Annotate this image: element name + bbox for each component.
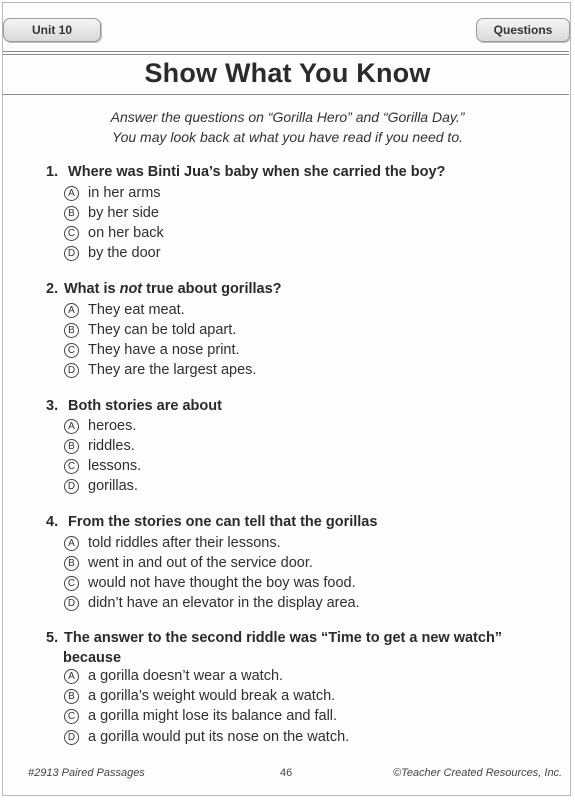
- answer-bubble-icon[interactable]: B: [64, 556, 79, 571]
- answer-bubble-icon[interactable]: C: [64, 709, 79, 724]
- instructions-line-1: Answer the questions on “Gorilla Hero” and “Gorilla Day.”: [110, 109, 465, 125]
- footer-page-number: 46: [280, 767, 293, 779]
- q3-option-d[interactable]: [64, 476, 138, 496]
- q3-option-c[interactable]: [64, 456, 141, 476]
- page-title: Show What You Know: [144, 58, 431, 88]
- question-text: From the stories one can tell that the gorillas: [68, 514, 378, 530]
- answer-bubble-icon[interactable]: A: [64, 536, 79, 551]
- title-rule: [3, 94, 569, 95]
- option-text: by her side: [88, 205, 159, 221]
- q1-option-a[interactable]: [64, 183, 161, 203]
- answer-bubble-icon[interactable]: A: [64, 419, 79, 434]
- question-text: What is: [64, 281, 120, 297]
- answer-bubble-icon[interactable]: C: [64, 576, 79, 591]
- answer-bubble-icon[interactable]: C: [64, 343, 79, 358]
- q3-option-b[interactable]: [64, 436, 135, 456]
- option-text: They eat meat.: [88, 302, 185, 318]
- answer-bubble-icon[interactable]: D: [64, 246, 79, 261]
- q4-option-b[interactable]: [64, 553, 313, 573]
- question-emphasis: not: [119, 281, 143, 297]
- footer-copyright: ©Teacher Created Resources, Inc.: [393, 767, 563, 779]
- q2-option-c[interactable]: [64, 340, 240, 360]
- option-text: gorillas.: [88, 478, 138, 494]
- option-text: They are the largest apes.: [88, 362, 257, 378]
- question-text: Both stories are about: [68, 398, 222, 414]
- option-text: didn’t have an elevator in the display area.: [88, 595, 360, 611]
- option-text: riddles.: [88, 438, 135, 454]
- q3-option-a[interactable]: [64, 416, 136, 436]
- q5-option-d[interactable]: [64, 727, 349, 747]
- option-text: in her arms: [88, 185, 161, 201]
- q5-option-a[interactable]: [64, 666, 283, 686]
- question-3: [46, 396, 546, 416]
- option-text: lessons.: [88, 458, 142, 474]
- answer-bubble-icon[interactable]: D: [64, 363, 79, 378]
- option-text: a gorilla would put its nose on the watch.: [88, 729, 350, 745]
- q5-option-b[interactable]: [64, 686, 335, 706]
- q5-option-c[interactable]: [64, 706, 337, 726]
- question-number: 2.: [46, 281, 59, 297]
- option-text: told riddles after their lessons.: [88, 535, 281, 551]
- answer-bubble-icon[interactable]: B: [64, 439, 79, 454]
- answer-bubble-icon[interactable]: D: [64, 596, 79, 611]
- question-text: The answer to the second riddle was “Time to get a new watch”: [64, 630, 503, 646]
- option-text: by the door: [88, 245, 161, 261]
- header-rule-inner: [3, 54, 569, 55]
- q1-option-c[interactable]: [64, 223, 164, 243]
- answer-bubble-icon[interactable]: D: [64, 479, 79, 494]
- q2-option-b[interactable]: [64, 320, 236, 340]
- option-text: They have a nose print.: [88, 342, 240, 358]
- instructions: [0, 107, 575, 147]
- answer-bubble-icon[interactable]: C: [64, 226, 79, 241]
- q4-option-a[interactable]: [64, 533, 281, 553]
- unit-label: Unit 10: [31, 23, 72, 37]
- unit-tab: [3, 18, 101, 42]
- header-rule: [3, 51, 569, 52]
- question-number: 5.: [46, 630, 59, 646]
- option-text: heroes.: [88, 418, 137, 434]
- answer-bubble-icon[interactable]: B: [64, 206, 79, 221]
- option-text: went in and out of the service door.: [88, 555, 313, 571]
- option-text: would not have thought the boy was food.: [88, 575, 356, 591]
- question-number: 1.: [46, 164, 59, 180]
- answer-bubble-icon[interactable]: A: [64, 303, 79, 318]
- option-text: on her back: [88, 225, 164, 241]
- question-5: [46, 628, 546, 668]
- question-text-end: true about gorillas?: [142, 281, 282, 297]
- instructions-line-2: You may look back at what you have read if you need to.: [112, 129, 463, 145]
- q4-option-c[interactable]: [64, 573, 356, 593]
- answer-bubble-icon[interactable]: D: [64, 730, 79, 745]
- question-number: 3.: [46, 398, 59, 414]
- option-text: a gorilla’s weight would break a watch.: [88, 688, 336, 704]
- question-line-2: because: [63, 650, 122, 666]
- q4-option-d[interactable]: [64, 593, 360, 613]
- answer-bubble-icon[interactable]: A: [64, 669, 79, 684]
- option-text: a gorilla might lose its balance and fall.: [88, 708, 338, 724]
- question-number: 4.: [46, 514, 59, 530]
- q1-option-b[interactable]: [64, 203, 159, 223]
- question-line-1: [46, 628, 546, 648]
- q2-option-a[interactable]: [64, 300, 185, 320]
- answer-bubble-icon[interactable]: B: [64, 323, 79, 338]
- answer-bubble-icon[interactable]: C: [64, 459, 79, 474]
- question-text: Where was Binti Jua’s baby when she carried the boy?: [68, 164, 446, 180]
- q1-option-d[interactable]: [64, 243, 161, 263]
- footer-book-id: #2913 Paired Passages: [28, 767, 145, 779]
- q2-option-d[interactable]: [64, 360, 256, 380]
- option-text: a gorilla doesn’t wear a watch.: [88, 668, 284, 684]
- option-text: They can be told apart.: [88, 322, 237, 338]
- answer-bubble-icon[interactable]: B: [64, 689, 79, 704]
- question-4: [46, 512, 546, 532]
- question-1: [46, 162, 546, 182]
- answer-bubble-icon[interactable]: A: [64, 186, 79, 201]
- question-2: [46, 279, 546, 299]
- section-tab: [476, 18, 570, 42]
- section-label: Questions: [493, 23, 553, 37]
